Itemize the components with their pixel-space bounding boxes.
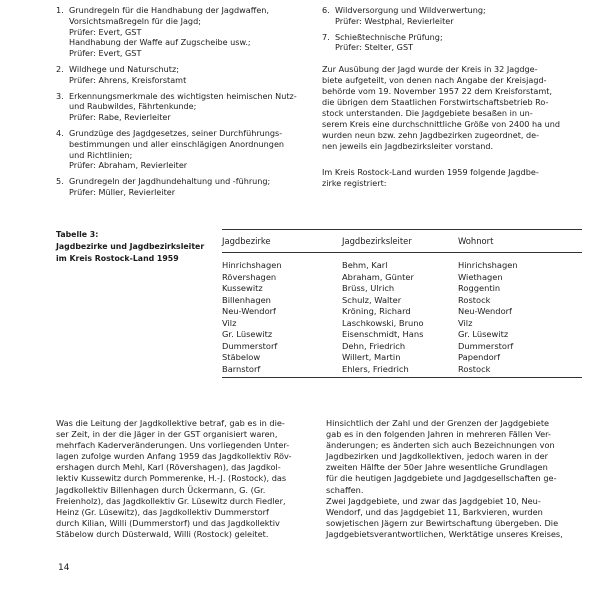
table-cell-bezirk: Stäbelow bbox=[222, 352, 261, 362]
text-line: Prüfer: Stelter, GST bbox=[335, 42, 414, 53]
text-line: änderungen; es änderten sich auch Bezeichnungen von bbox=[326, 440, 555, 451]
table-cell-wohnort: Neu-Wendorf bbox=[458, 306, 512, 316]
table-cell-bezirk: Gr. Lüsewitz bbox=[222, 329, 273, 339]
text-line: zweiten Hälfte der 50er Jahre wesentliche Grundlagen bbox=[326, 462, 548, 473]
table-cell-wohnort: Roggentin bbox=[458, 283, 501, 293]
table-cell-wohnort: Rostock bbox=[458, 363, 491, 374]
table-cell-wohnort: Papendorf bbox=[458, 352, 501, 362]
text-line: Jagdbezirken und Jagdkollektiven, jedoch waren in der bbox=[326, 451, 549, 462]
exam-subjects-list-left bbox=[56, 5, 312, 198]
paragraph-boundary-changes bbox=[326, 418, 584, 540]
table-header-rule bbox=[222, 252, 582, 253]
table-bottom-rule bbox=[222, 377, 582, 378]
text-line: und Raubwildes, Fährtenkunde; bbox=[69, 101, 197, 112]
text-line: mehrfach Kaderveränderungen. Uns vorliegenden Unter- bbox=[56, 440, 290, 451]
page-number: 14 bbox=[58, 563, 70, 573]
text-line: für die heutigen Jagdgebiete und Jagdgesellschaften ge- bbox=[326, 473, 557, 484]
text-line: Im Kreis Rostock-Land wurden 1959 folgende Jagdbe- bbox=[322, 167, 539, 178]
text-line: Prüfer: Westphal, Revierleiter bbox=[335, 15, 454, 26]
exam-subject-item bbox=[56, 64, 312, 86]
table-cell-bezirk: Vilz bbox=[222, 317, 237, 328]
text-line: Heinz (Gr. Lüsewitz), das Jagdkollektiv Dummerstorf bbox=[56, 506, 269, 517]
text-line: und Richtlinien; bbox=[69, 149, 133, 160]
text-line: Prüfer: Abraham, Revierleiter bbox=[69, 160, 188, 171]
text-line: Grundzüge des Jagdgesetzes, seiner Durchführungs- bbox=[69, 127, 283, 138]
text-line: gab es in den folgenden Jahren in mehreren Fällen Ver- bbox=[326, 429, 551, 440]
text-line: Zur Ausübung der Jagd wurde der Kreis in 32 Jagdge- bbox=[322, 64, 538, 75]
text-line: Prüfer: Evert, GST bbox=[69, 26, 142, 37]
table-cell-wohnort: Hinrichshagen bbox=[458, 260, 518, 270]
exam-subject-text bbox=[69, 176, 312, 198]
text-line: Vorsichtsmaßregeln für die Jagd; bbox=[69, 15, 201, 26]
text-line: Prüfer: Müller, Revierleiter bbox=[69, 186, 176, 197]
table-header-bezirke: Jagdbezirke bbox=[222, 236, 271, 246]
text-line: die übrigen dem Staatlichen Forstwirtschaftsbetrieb Ro- bbox=[322, 96, 549, 107]
text-line: Jagdkollektiv Billenhagen durch Ückermann, G. (Gr. bbox=[56, 484, 266, 495]
text-line: biete aufgeteilt, von denen nach Angabe der Kreisjagd- bbox=[322, 75, 547, 86]
table-header-leiter: Jagdbezirksleiter bbox=[342, 236, 412, 246]
table-cell-leiter: Laschkowski, Bruno bbox=[342, 317, 424, 328]
text-line: Jagdgebietsverantwortlichen, Werktätige unseres Kreises, bbox=[326, 528, 563, 539]
exam-subject-number: 1. bbox=[56, 5, 64, 15]
table-cell-leiter: Ehlers, Friedrich bbox=[342, 363, 409, 374]
exam-subject-text bbox=[69, 5, 312, 59]
exam-subject-text bbox=[335, 32, 582, 54]
table-cell-bezirk: Neu-Wendorf bbox=[222, 306, 276, 316]
exam-subject-number: 6. bbox=[322, 5, 330, 15]
table-cell-wohnort: Wiethagen bbox=[458, 271, 503, 282]
text-line: Stäbelow durch Düsterwald, Willi (Rostock) geleitet. bbox=[56, 528, 269, 539]
text-line: lagen zufolge wurden Anfang 1959 das Jagdkollektiv Röv- bbox=[56, 451, 292, 462]
text-line: bestimmungen und aller einschlägigen Anordnungen bbox=[69, 138, 285, 149]
table-cell-bezirk: Kussewitz bbox=[222, 283, 263, 293]
table-cell-bezirk: Dummerstorf bbox=[222, 340, 278, 351]
text-line: schaffen. bbox=[326, 484, 364, 495]
text-line: stock unterstanden. Die Jagdgebiete besaßen in un- bbox=[322, 107, 533, 118]
table-top-rule bbox=[222, 229, 582, 230]
exam-subject-text bbox=[69, 91, 312, 123]
table-cell-bezirk: Hinrichshagen bbox=[222, 260, 282, 270]
text-line: behörde vom 19. November 1957 22 dem Kreisforstamt, bbox=[322, 86, 553, 96]
table-cell-wohnort: Vilz bbox=[458, 317, 473, 328]
table-caption bbox=[56, 229, 216, 265]
text-line: Hinsichtlich der Zahl und der Grenzen der Jagdgebiete bbox=[326, 418, 550, 428]
table-cell-leiter: Eisenschmidt, Hans bbox=[342, 329, 424, 339]
exam-subjects-left bbox=[56, 5, 312, 203]
exam-subject-item bbox=[56, 128, 312, 171]
table-cell-bezirk: Barnstorf bbox=[222, 363, 261, 374]
bottom-left-column bbox=[56, 418, 312, 540]
exam-subject-item bbox=[56, 176, 312, 198]
text-line: Was die Leitung der Jagdkollektive betraf, gab es in die- bbox=[56, 418, 285, 428]
text-line: Prüfer: Ahrens, Kreisforstamt bbox=[69, 74, 187, 85]
table-column-wohnort bbox=[458, 260, 518, 375]
exam-subject-item bbox=[322, 5, 582, 27]
bottom-right-column bbox=[326, 418, 584, 540]
table-cell-bezirk: Billenhagen bbox=[222, 294, 271, 305]
exam-subject-item bbox=[56, 5, 312, 59]
table-cell-bezirk: Rövershagen bbox=[222, 271, 277, 282]
text-line: durch Kilian, Willi (Dummerstorf) und das Jagdkollektiv bbox=[56, 517, 280, 528]
text-line: Schießtechnische Prüfung; bbox=[335, 31, 443, 42]
exam-subject-item bbox=[322, 32, 582, 54]
text-line: nen jeweils ein Jagdbezirksleiter vorstand. bbox=[322, 140, 494, 151]
table-header-wohnort: Wohnort bbox=[458, 236, 494, 246]
right-column-top bbox=[322, 5, 582, 189]
text-line: Erkennungsmerkmale des wichtigsten heimischen Nutz- bbox=[69, 90, 297, 101]
table-cell-leiter: Abraham, Günter bbox=[342, 271, 414, 282]
table-cell-leiter: Behm, Karl bbox=[342, 260, 388, 270]
text-line: sowjetischen Jägern zur Bewirtschaftung übergeben. Die bbox=[326, 517, 559, 528]
text-line: Grundregeln für die Handhabung der Jagdwaffen, bbox=[69, 5, 270, 15]
text-line: Handhabung der Waffe auf Zugscheibe usw.; bbox=[69, 37, 251, 48]
text-line: wurden neun bzw. zehn Jagdbezirken zugeordnet, de- bbox=[322, 129, 540, 140]
exam-subject-text bbox=[335, 5, 582, 27]
table-caption-line: Jagdbezirke und Jagdbezirksleiter bbox=[56, 242, 205, 251]
text-line: ser Zeit, in der die Jäger in der GST organisiert waren, bbox=[56, 429, 278, 440]
exam-subject-item bbox=[56, 91, 312, 123]
exam-subject-number: 3. bbox=[56, 90, 64, 101]
exam-subject-text bbox=[69, 128, 312, 171]
text-line: Zwei Jagdgebiete, und zwar das Jagdgebiet 10, Neu- bbox=[326, 495, 541, 506]
text-line: Prüfer: Evert, GST bbox=[69, 48, 142, 59]
exam-subject-number: 4. bbox=[56, 127, 64, 138]
text-line: serem Kreis eine durchschnittliche Größe von 2400 ha und bbox=[322, 118, 561, 129]
exam-subjects-list-right bbox=[322, 5, 582, 53]
table-cell-leiter: Schulz, Walter bbox=[342, 294, 402, 305]
text-line: lektiv Kussewitz durch Pommerenke, H.-J. (Rostock), das bbox=[56, 473, 287, 484]
table-cell-wohnort: Gr. Lüsewitz bbox=[458, 329, 509, 339]
text-line: Grundregeln der Jagdhundehaltung und -führung; bbox=[69, 176, 271, 187]
text-line: Wendorf, und das Jagdgebiet 11, Barkvieren, wurden bbox=[326, 506, 543, 517]
table-column-bezirke bbox=[222, 260, 282, 375]
paragraph-collective-leadership bbox=[56, 418, 312, 540]
table-cell-wohnort: Dummerstorf bbox=[458, 340, 514, 351]
exam-subject-text bbox=[69, 64, 312, 86]
table-caption-line: Tabelle 3: bbox=[56, 230, 99, 239]
exam-subject-number: 2. bbox=[56, 63, 64, 74]
text-line: Wildhege und Naturschutz; bbox=[69, 63, 179, 74]
exam-subject-number: 5. bbox=[56, 176, 64, 187]
table-cell-leiter: Kröning, Richard bbox=[342, 306, 411, 316]
table-cell-leiter: Brüss, Ulrich bbox=[342, 283, 395, 293]
paragraph-hunting-areas bbox=[322, 64, 582, 151]
table-cell-leiter: Willert, Martin bbox=[342, 352, 401, 362]
table-caption-line: im Kreis Rostock-Land 1959 bbox=[56, 254, 179, 263]
text-line: Freienholz), das Jagdkollektiv Gr. Lüsewitz durch Fiedler, bbox=[56, 495, 286, 506]
table-cell-leiter: Dehn, Friedrich bbox=[342, 340, 406, 351]
table-column-leiter bbox=[342, 260, 424, 375]
text-line: zirke registriert: bbox=[322, 178, 387, 189]
text-line: Prüfer: Rabe, Revierleiter bbox=[69, 112, 171, 123]
paragraph-districts-intro bbox=[322, 167, 582, 189]
exam-subject-number: 7. bbox=[322, 31, 330, 42]
table-cell-wohnort: Rostock bbox=[458, 294, 491, 305]
text-line: Wildversorgung und Wildverwertung; bbox=[335, 5, 486, 15]
text-line: ershagen durch Mehl, Karl (Rövershagen), das Jagdkol- bbox=[56, 462, 281, 473]
